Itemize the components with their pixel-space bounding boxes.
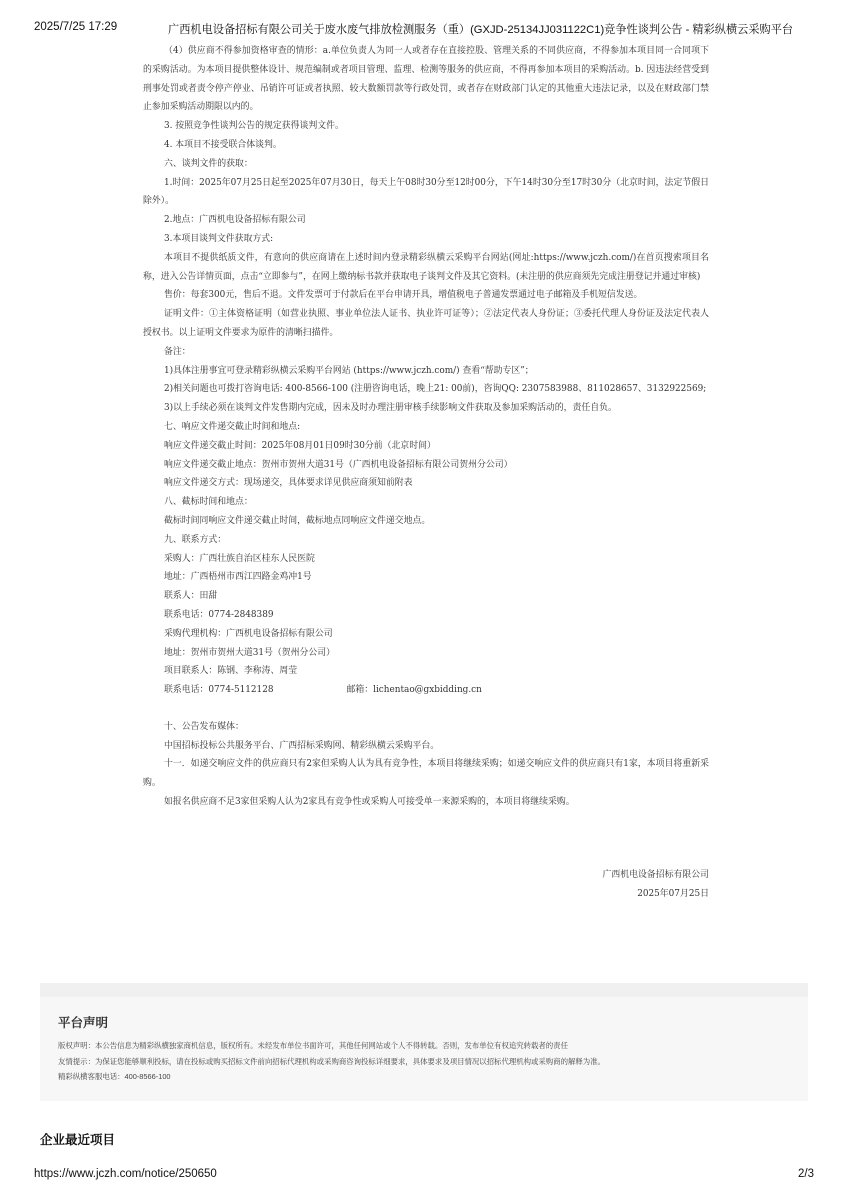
paragraph: 3. 按照竞争性谈判公告的规定获得谈判文件。 — [164, 121, 344, 132]
paragraph: 2)相关问题也可拨打咨询电话: 400-8566-100 (注册咨询电话，晚上21: 00前)，咨询QQ: 2307583988、811028657、3132922569; — [164, 384, 707, 395]
signature-company: 广西机电设备招标有限公司 — [602, 870, 709, 880]
paragraph: 截标时间同响应文件递交截止时间，截标地点同响应文件递交地点。 — [164, 515, 431, 526]
contact-line — [143, 681, 709, 700]
paragraph: 3.本项目谈判文件获取方式: — [164, 233, 274, 244]
paragraph: 十一．如递交响应文件的供应商只有2家但采购人认为具有竞争性，本项目将继续采购；如递交响应文件的供应商只有1家，本项目将重新采购。 — [143, 759, 709, 789]
contact-line: 采购代理机构：广西机电设备招标有限公司 — [164, 628, 333, 639]
page-url[interactable]: https://www.jczh.com/notice/250650 — [34, 1168, 217, 1180]
page-number: 2/3 — [798, 1168, 814, 1180]
paragraph: 售价：每套300元，售后不退。文件发票可于付款后在平台申请开具，增值税电子普通发票通过电子邮箱及手机短信发送。 — [164, 290, 643, 301]
signature-block — [603, 866, 710, 904]
contact-line: 地址：广西梧州市西江四路金鸡冲1号 — [164, 572, 312, 583]
declaration-text — [58, 1038, 605, 1085]
paragraph: 3)以上手续必须在谈判文件发售期内完成，因未及时办理注册审核手续影响文件获取及参加采购活动的，责任自负。 — [164, 403, 617, 414]
recent-projects-section — [40, 1101, 808, 1155]
paragraph: 2.地点：广西机电设备招标有限公司 — [164, 215, 306, 226]
paragraph: 证明文件：①主体资格证明（如营业执照、事业单位法人证书、执业许可证等）；②法定代表人身份证；③委托代理人身份证及法定代表人授权书。以上证明文件要求为原件的清晰扫描件。 — [143, 309, 709, 338]
platform-declaration — [40, 983, 808, 1101]
print-footer — [0, 1162, 848, 1192]
declaration-top-band — [40, 983, 808, 997]
print-timestamp: 2025/7/25 17:29 — [34, 21, 118, 33]
paragraph: 如报名供应商不足3家但采购人认为2家具有竞争性或采购人可接受单一来源采购的，本项目将继续采购。 — [164, 797, 575, 808]
contact-line: 采购人：广西壮族自治区桂东人民医院 — [164, 553, 315, 564]
notice-body — [143, 42, 709, 812]
paragraph: 响应文件递交方式：现场递交，具体要求详见供应商须知前附表 — [164, 478, 413, 489]
paragraph: 响应文件递交截止时间：2025年08月01日09时30分前（北京时间） — [164, 440, 436, 451]
contact-email: 邮箱：lichentao@gxbidding.cn — [346, 685, 482, 696]
paragraph: 备注： — [164, 346, 191, 357]
paragraph: 1.时间：2025年07月25日起至2025年07月30日，每天上午08时30分至12时00分，下午14时30分至17时30分（北京时间，法定节假日除外）。 — [143, 177, 709, 207]
signature-date: 2025年07月25日 — [637, 888, 709, 899]
contact-line: 联系电话：0774-2848389 — [164, 609, 274, 620]
section-heading: 七、响应文件递交截止时间和地点: — [164, 421, 301, 432]
contact-phone: 联系电话：0774-5112128 — [164, 685, 274, 696]
paragraph: 响应文件递交截止地点：贺州市贺州大道31号（广西机电设备招标有限公司贺州分公司） — [164, 459, 513, 470]
paragraph: 4. 本项目不接受联合体谈判。 — [164, 139, 282, 150]
section-heading: 六、谈判文件的获取： — [164, 158, 253, 169]
service-hotline: 精彩纵横客服电话：400-8566-100 — [58, 1072, 171, 1081]
recent-projects-heading: 企业最近项目 — [40, 1133, 116, 1147]
contact-line: 联系人：田甜 — [164, 591, 218, 602]
copyright-notice: 版权声明：本公告信息为精彩纵横独家商机信息，版权所有。未经发布单位书面许可，其他任何网站或个人不得转载。否则，发布单位有权追究转载者的责任 — [58, 1041, 568, 1050]
paragraph: 本项目不提供纸质文件，有意向的供应商请在上述时间内登录精彩纵横云采购平台网站(网址:https://www.jczh.com/)在首页搜索项目名称，进入公告详情页面，点击“立即参与”，在网上缴纳标书款并获取电子谈判文件及其它资料。(未注册的供应商须先完成注册登记并通过审核) — [143, 252, 709, 282]
declaration-heading: 平台声明 — [58, 1016, 109, 1030]
contact-line: 地址：贺州市贺州大道31号（贺州分公司） — [164, 647, 336, 658]
paragraph: 中国招标投标公共服务平台、广西招标采购网、精彩纵横云采购平台。 — [164, 740, 440, 751]
section-heading: 八、截标时间和地点： — [164, 497, 253, 508]
paragraph: （4）供应商不得参加资格审查的情形：a.单位负责人为同一人或者存在直接控股、管理关系的不同供应商，不得参加本项目同一合同项下的采购活动。为本项目提供整体设计、规范编制或者项目管理、监理、检测等服务的供应商，不得再参加本项目的采购活动。b. 因违法经营受到刑事处罚或者责令停产停业、吊销许可证或者执照、较大数额罚款等行政处罚，或者存在财政部门认定的其他重大违法记录，以及在财政部门禁止参加采购活动期限以内的。 — [143, 46, 709, 113]
paragraph: 1)具体注册事宜可登录精彩纵横云采购平台网站 (https://www.jczh.com/) 查看“帮助专区”； — [164, 365, 534, 376]
friendly-tip: 友情提示：为保证您能够顺利投标，请在投标或购买招标文件前向招标代理机构或采购商咨询投标详细要求，具体要求及项目情况以招标代理机构或采购商的解释为准。 — [58, 1056, 605, 1066]
section-heading: 九、联系方式： — [164, 534, 227, 545]
page-title: 广西机电设备招标有限公司关于废水废气排放检测服务（重）(GXJD-25134JJ031122C1)竞争性谈判公告 - 精彩纵横云采购平台 — [168, 24, 794, 36]
print-header — [0, 0, 848, 36]
contact-line: 项目联系人：陈钢、李称涛、周莹 — [164, 666, 298, 677]
section-heading: 十、公告发布媒体： — [164, 721, 244, 732]
spacer — [143, 700, 709, 718]
